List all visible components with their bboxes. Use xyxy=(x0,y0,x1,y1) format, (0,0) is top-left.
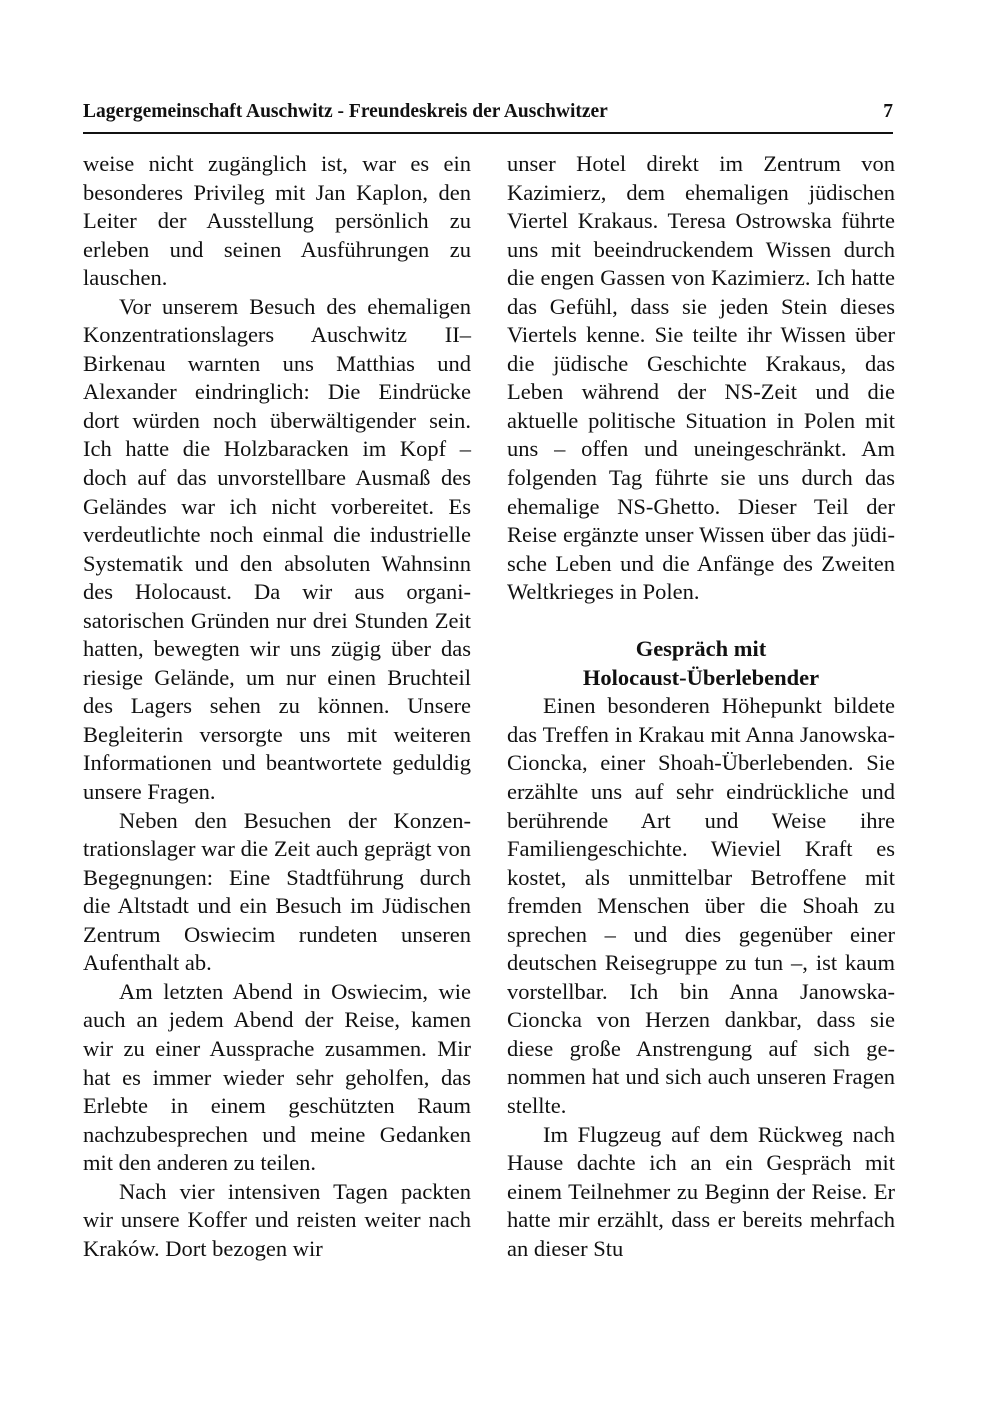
paragraph: Am letzten Abend in Oswiecim, wie auch an jedem Abend der Reise, kamen wir zu einer Aussprache zusammen. Mir hat es immer wieder sehr geholfen, das Erlebte in einem geschützten Raum nachzubesprechen und meine Gedanken mit den anderen zu teilen. xyxy=(83,978,471,1176)
paragraph: Neben den Besuchen der Konzentrationslager war die Zeit auch geprägt von Begegnungen: Eine Stadtführung durch die Altstadt und ein Besuch im Jüdischen Zentrum Oswiecim rundeten unseren Aufenthalt ab. xyxy=(83,807,471,976)
right-column xyxy=(507,150,895,1263)
header-title: Lagergemeinschaft Auschwitz - Freundeskreis der Auschwitzer xyxy=(83,101,608,122)
paragraph: weise nicht zugänglich ist, war es ein besonderes Privileg mit Jan Kaplon, den Leiter der Ausstellung persönlich zu erleben und seinen Ausführungen zu lauschen. xyxy=(83,151,471,291)
page-number: 7 xyxy=(883,101,893,122)
paragraph: Im Flugzeug auf dem Rückweg nach Hause dachte ich an ein Gespräch mit einem Teilnehmer zu Beginn der Reise. Er hatte mir erzählt, dass er bereits mehrfach an dieser Stu xyxy=(507,1121,895,1261)
section-heading-line: Gespräch mit xyxy=(635,636,767,662)
left-column xyxy=(83,150,471,1263)
paragraph: unser Hotel direkt im Zentrum von Kazimierz, dem ehemaligen jüdischen Viertel Krakaus. Teresa Ostrowska führte uns mit beeindruckendem Wissen durch die engen Gassen von Kazimierz. Ich hatte das Gefühl, dass sie jeden Stein dieses Viertels kenne. Sie teilte ihr Wissen über die jüdische Geschichte Krakaus, das Leben während der NS-Zeit und die aktuelle politische Situation in Polen mit uns – offen und uneingeschränkt. Am folgenden Tag führte sie uns durch das ehemalige NS-Ghetto. Dieser Teil der Reise ergänzte unser Wissen über das jüdische Leben und die Anfänge des Zweiten Weltkrieges in Polen. xyxy=(507,151,895,605)
section-heading-line: Holocaust-Überlebender xyxy=(582,664,820,690)
paragraph: Einen besonderen Höhepunkt bildete das Treffen in Krakau mit Anna Janowska-Cioncka, einer Shoah-Überlebenden. Sie erzählte uns auf sehr eindrückliche und berührende Art und Weise ihre Familiengeschichte. Wieviel Kraft es kostet, als unmittelbar Betroffene mit fremden Menschen über die Shoah zu sprechen – und dies gegenüber einer deutschen Reisegruppe zu tun –, ist kaum vorstellbar. Ich bin Anna Janowska-Cioncka von Herzen dankbar, dass sie diese große Anstrengung auf sich genommen hat und sich auch unseren Fragen stellte. xyxy=(507,693,895,1118)
paragraph: Vor unserem Besuch des ehemaligen Konzentrationslagers Auschwitz II–Birkenau warnten uns Matthias und Alexander eindringlich: Die Eindrücke dort würden noch überwältigender sein. Ich hatte die Holzbaracken im Kopf – doch auf das unvorstellbare Ausmaß des Geländes war ich nicht vorbereitet. Es verdeutlichte noch einmal die industrielle Systematik und den absoluten Wahnsinn des Holocaust. Da wir aus organisatorischen Gründen nur drei Stunden Zeit hatten, bewegten wir uns zügig über das riesige Gelände, um nur einen Bruchteil des Lagers sehen zu können. Unsere Begleiterin versorgte uns mit weiteren Informationen und beantwortete geduldig unsere Fragen. xyxy=(83,293,471,805)
paragraph: Nach vier intensiven Tagen packten wir unsere Koffer und reisten weiter nach Kraków. Dort bezogen wir xyxy=(83,1178,471,1261)
running-header xyxy=(83,98,893,134)
section-heading xyxy=(507,635,895,692)
